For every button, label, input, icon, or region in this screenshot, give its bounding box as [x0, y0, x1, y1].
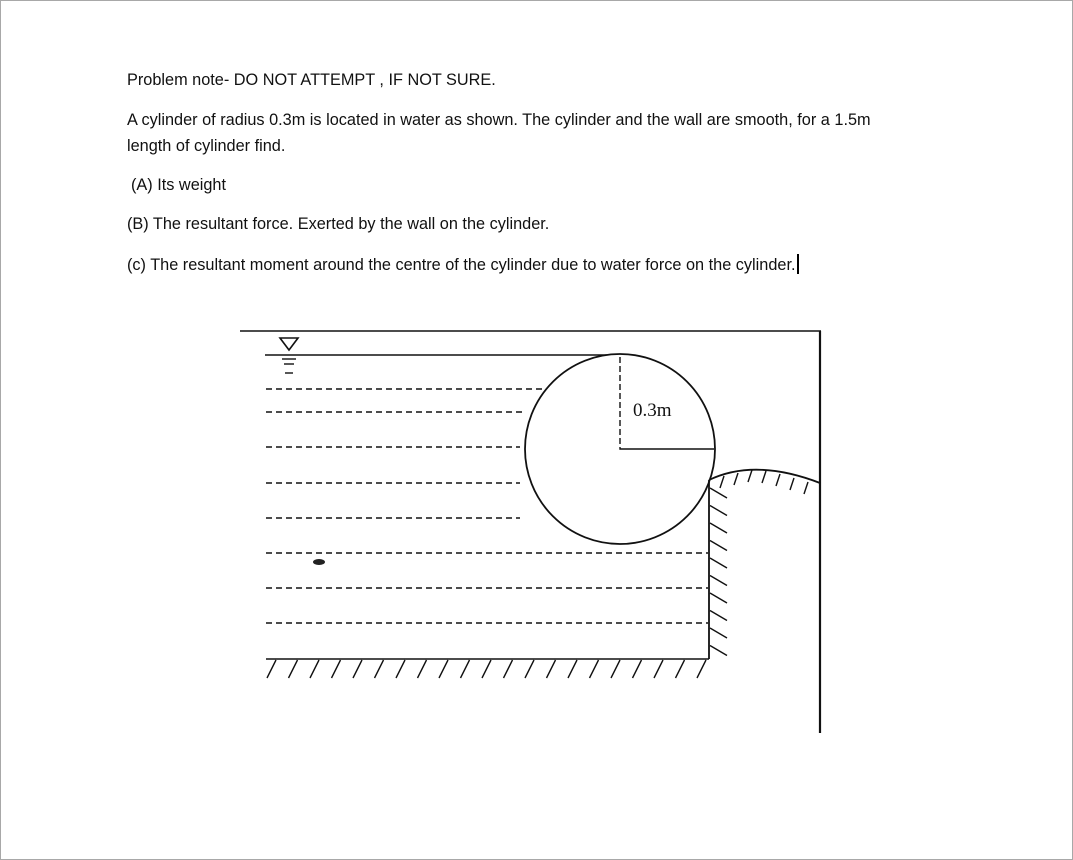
floor-hatch: [547, 660, 556, 678]
speck: [313, 559, 325, 565]
radius-label: 0.3m: [633, 400, 672, 421]
floor-hatch: [375, 660, 384, 678]
wall-hatch: [710, 523, 727, 533]
question-b: (B) The resultant force. Exerted by the wall on the cylinder.: [127, 215, 550, 233]
problem-note: Problem note- DO NOT ATTEMPT , IF NOT SURE.: [127, 71, 496, 89]
wall-hatch: [710, 558, 727, 568]
wall-hatch: [710, 506, 727, 516]
floor-hatch: [525, 660, 534, 678]
wall-hatch: [710, 611, 727, 621]
problem-statement-line-2: length of cylinder find.: [127, 137, 286, 155]
floor-hatch: [504, 660, 513, 678]
floor-hatch: [289, 660, 298, 678]
wall-hatch: [710, 593, 727, 603]
wall-hatch: [710, 541, 727, 551]
floor-hatch: [310, 660, 319, 678]
water-level-triangle-icon: [280, 338, 298, 350]
floor-hatch: [654, 660, 663, 678]
wall-top-hatch: [790, 478, 794, 490]
floor-hatch: [611, 660, 620, 678]
wall-hatch: [710, 628, 727, 638]
floor-hatch: [332, 660, 341, 678]
floor-hatch: [439, 660, 448, 678]
floor-hatch: [267, 660, 276, 678]
wall-top-hatch: [762, 471, 766, 483]
wall-hatch: [710, 646, 727, 656]
wall-top-hatch: [748, 470, 752, 482]
floor-hatch: [461, 660, 470, 678]
question-c: (c) The resultant moment around the centre of the cylinder due to water force on the cylinder.: [127, 256, 796, 274]
floor-hatch: [482, 660, 491, 678]
floor-hatch: [676, 660, 685, 678]
floor-hatch: [697, 660, 706, 678]
question-a: (A) Its weight: [131, 176, 227, 194]
wall-top-hatch: [720, 476, 724, 488]
floor-hatch: [568, 660, 577, 678]
floor-hatch: [590, 660, 599, 678]
wall-hatch: [710, 576, 727, 586]
floor-hatch: [396, 660, 405, 678]
wall-top-hatch: [734, 473, 738, 485]
wall-top-hatch: [804, 482, 808, 494]
floor-hatch: [633, 660, 642, 678]
wall-hatch: [710, 488, 727, 498]
wall-top-hatch: [776, 474, 780, 486]
hatching: [267, 470, 808, 678]
floor-hatch: [418, 660, 427, 678]
floor-hatch: [353, 660, 362, 678]
problem-statement-line-1: A cylinder of radius 0.3m is located in water as shown. The cylinder and the wall are smooth, for a 1.5m: [127, 111, 871, 129]
